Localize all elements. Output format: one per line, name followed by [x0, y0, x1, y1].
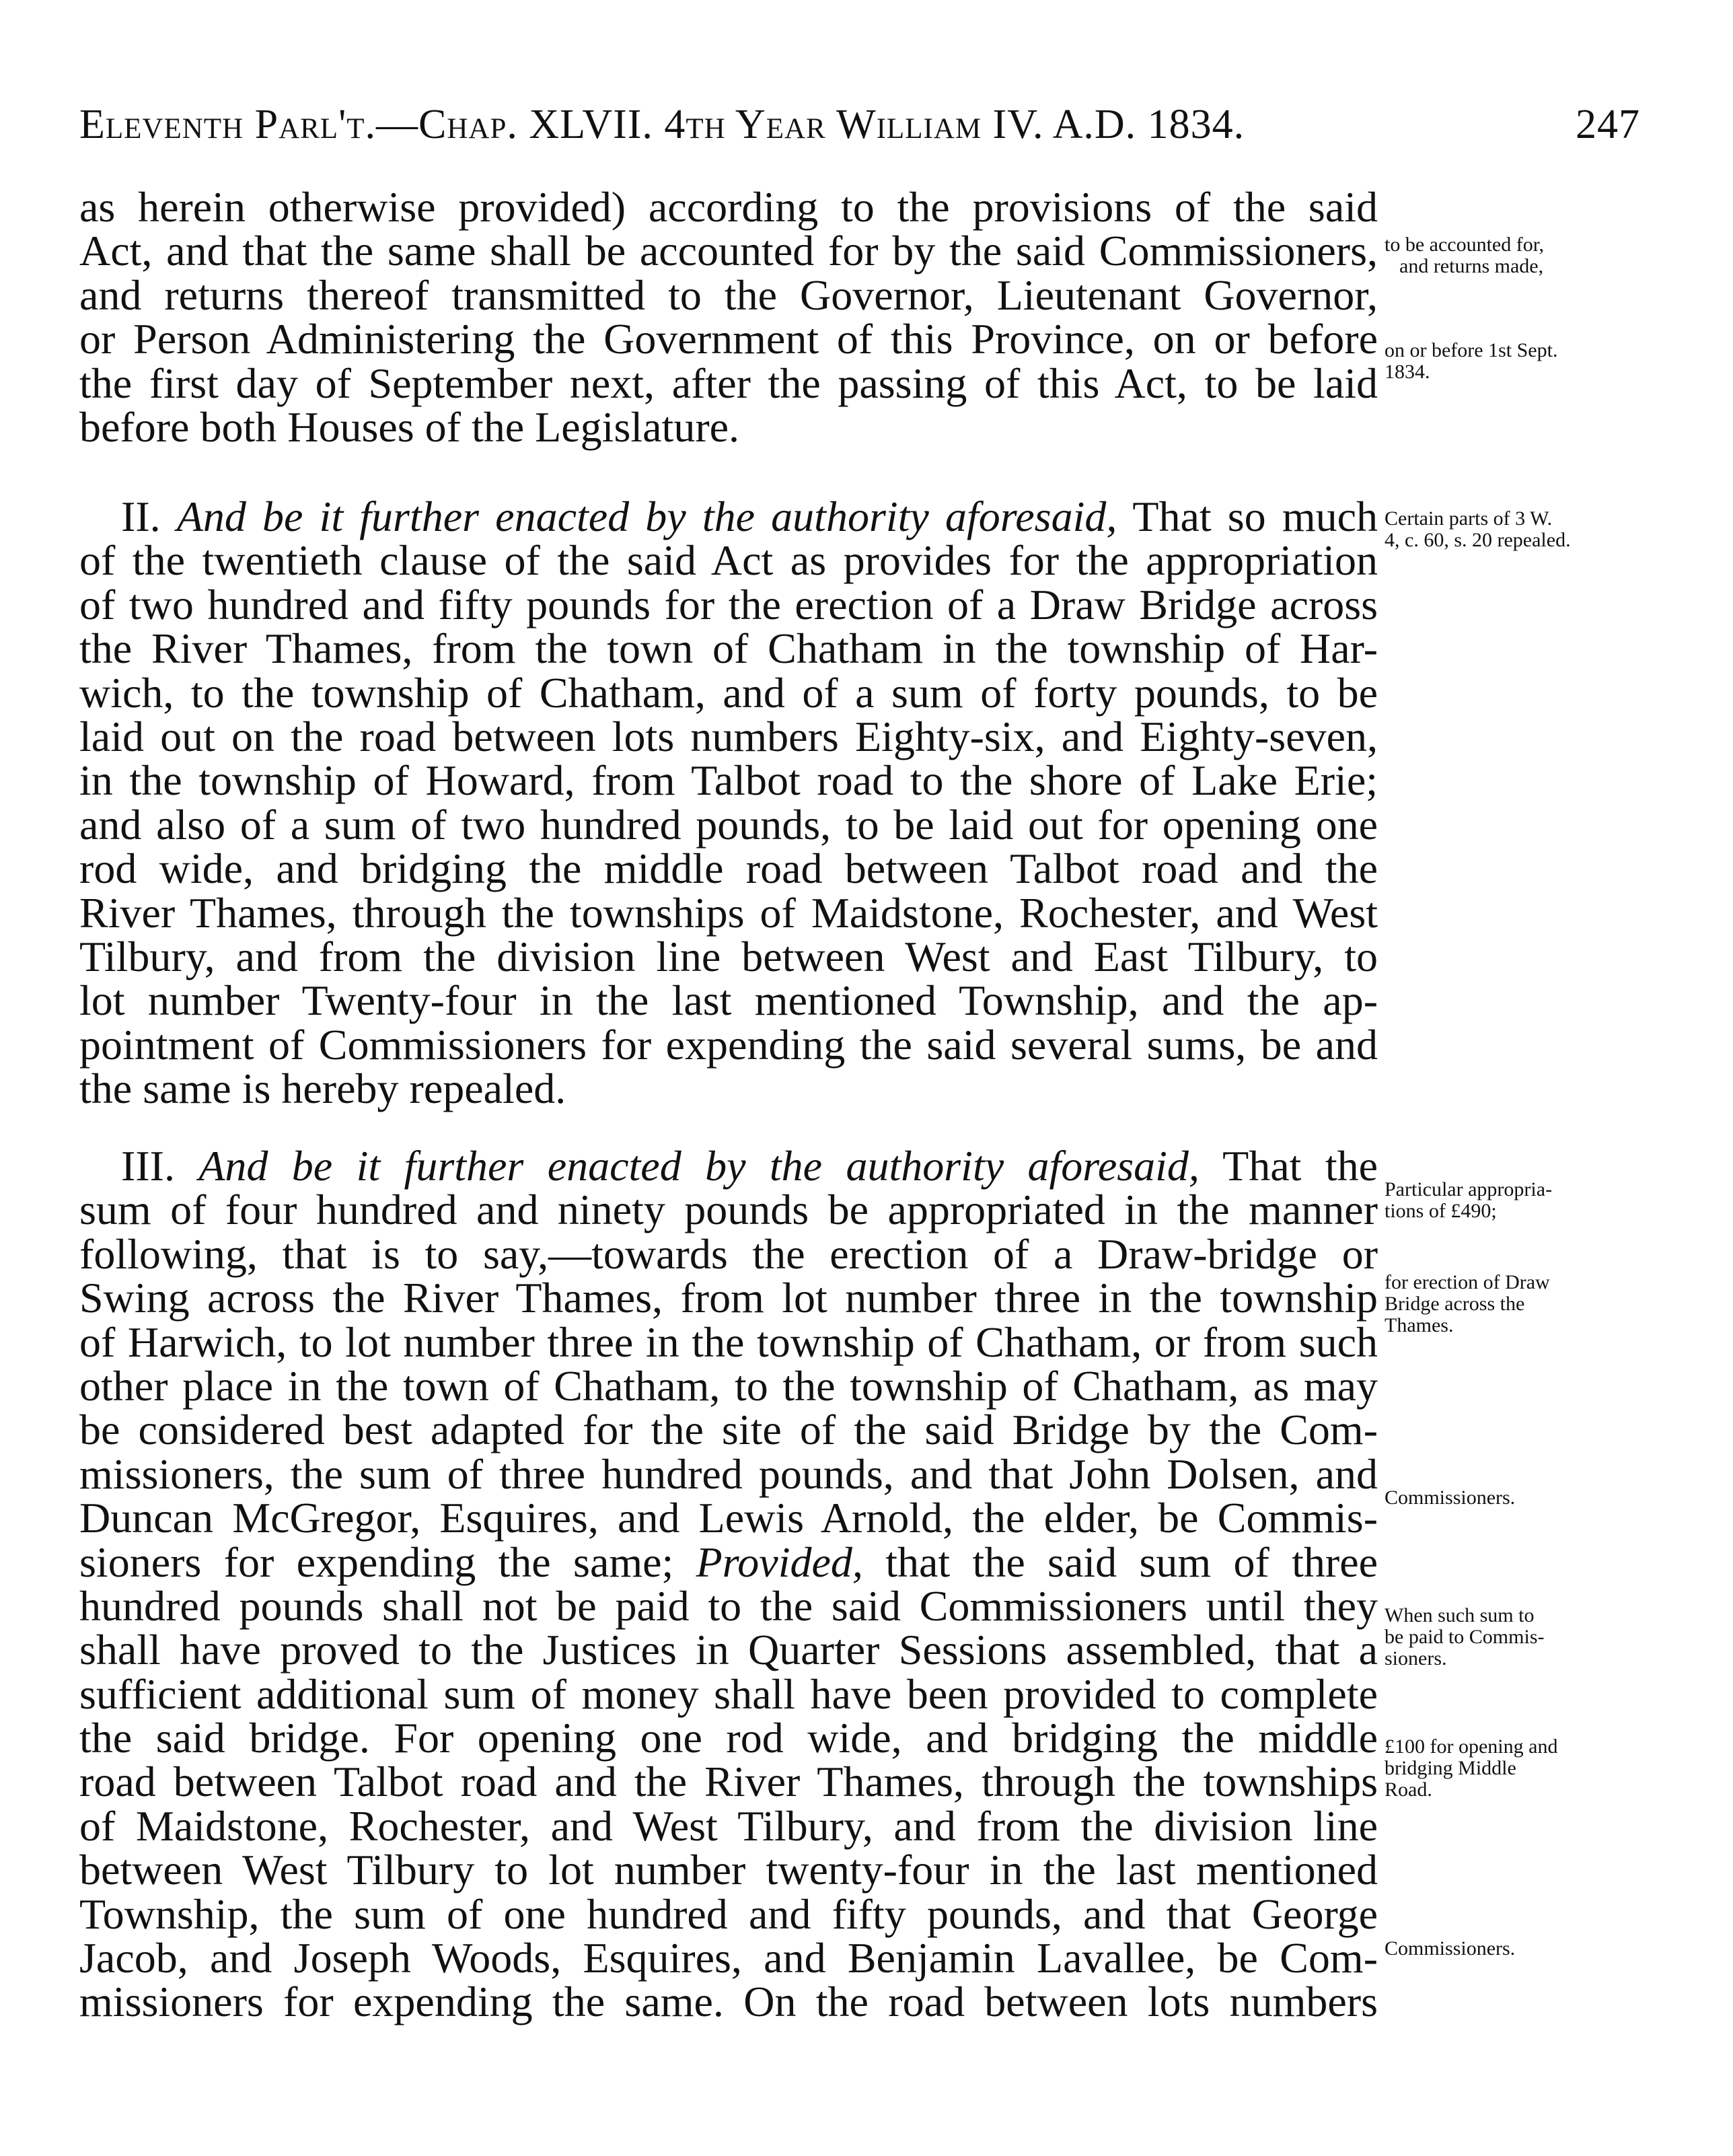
- section-iii-first-line: [79, 1144, 1378, 1188]
- provided-line: [79, 1540, 1378, 1584]
- text-line: River Thames, through the townships of Maidstone, Rochester, and West: [79, 888, 1378, 937]
- text-line: Jacob, and Joseph Woods, Esquires, and Benjamin Lavallee, be Com-: [79, 1934, 1378, 1982]
- text-line: the same is hereby repealed.: [79, 1065, 566, 1113]
- section-ii-first-line: [79, 495, 1378, 538]
- text-line: the River Thames, from the town of Chatham in the township of Har-: [79, 624, 1378, 673]
- margin-note-line: Certain parts of 3 W.: [1385, 507, 1553, 530]
- section-iii: [79, 1144, 1378, 2024]
- margin-note-middle-road: [1385, 1736, 1640, 1801]
- header-title: Eleventh Parl't.—Chap. XLVII. 4th Year William IV. A.D. 1834.: [79, 102, 1245, 147]
- margin-note-line: 1834.: [1385, 361, 1430, 383]
- text-line: pointment of Commissioners for expending the said several sums, be and: [79, 1020, 1378, 1069]
- text-line: the said bridge. For opening one rod wide, and bridging the middle: [79, 1714, 1378, 1762]
- text-line: rod wide, and bridging the middle road between Talbot road and the: [79, 845, 1378, 893]
- text-line: shall have proved to the Justices in Quarter Sessions assembled, that a: [79, 1626, 1378, 1674]
- margin-note-line: tions of £490;: [1385, 1200, 1497, 1222]
- text-line: before both Houses of the Legislature.: [79, 402, 740, 451]
- margin-note-line: Particular appropria-: [1385, 1178, 1553, 1200]
- margin-note-when-paid: [1385, 1605, 1640, 1669]
- text-line: Tilbury, and from the division line between West and East Tilbury, to: [79, 932, 1378, 980]
- enacting-clause: And be it further enacted by the authority aforesaid,: [198, 1142, 1200, 1190]
- section-numeral: II.: [121, 493, 161, 540]
- text-line: road between Talbot road and the River Thames, through the townships: [79, 1758, 1378, 1806]
- text-line: Swing across the River Thames, from lot number three in the township: [79, 1274, 1378, 1322]
- margin-note-repealed: [1385, 508, 1640, 551]
- text-line: Act, and that the same shall be accounted for by the said Commissioners,: [79, 227, 1378, 275]
- text-line: laid out on the road between lots numbers Eighty-six, and Eighty-seven,: [79, 712, 1378, 760]
- text-line: be considered best adapted for the site of the said Bridge by the Com-: [79, 1406, 1378, 1454]
- text-line: missioners for expending the same. On the road between lots numbers: [79, 1978, 1378, 2026]
- text-line: as herein otherwise provided) according to the provisions of the said: [79, 183, 1378, 231]
- margin-note-line: be paid to Commis-: [1385, 1626, 1545, 1648]
- text-fragment: That so much: [1132, 493, 1378, 540]
- text-line: other place in the town of Chatham, to the township of Chatham, as may: [79, 1361, 1378, 1410]
- text-fragment: that the said sum of three: [885, 1538, 1378, 1586]
- provided-word: Provided,: [696, 1538, 863, 1586]
- margin-note-line: £100 for opening and: [1385, 1735, 1558, 1758]
- section-numeral: III.: [121, 1142, 175, 1190]
- margin-note-line: Commissioners.: [1385, 1486, 1516, 1509]
- margin-note-line: to be accounted for,: [1385, 233, 1545, 256]
- text-line: missioners, the sum of three hundred pounds, and that John Dolsen, and: [79, 1449, 1378, 1498]
- text-line: sum of four hundred and ninety pounds be appropriated in the manner: [79, 1186, 1378, 1234]
- text-line: and returns thereof transmitted to the Governor, Lieutenant Governor,: [79, 271, 1378, 319]
- text-line: following, that is to say,—towards the erection of a Draw-bridge or: [79, 1229, 1378, 1278]
- margin-note-line: Bridge across the: [1385, 1293, 1525, 1315]
- text-line: of Harwich, to lot number three in the township of Chatham, or from such: [79, 1318, 1378, 1366]
- margin-note-line: for erection of Draw: [1385, 1271, 1550, 1293]
- margin-note-appropriations: [1385, 1179, 1640, 1222]
- paragraph-continuation: [79, 185, 1378, 449]
- text-line: Duncan McGregor, Esquires, and Lewis Arnold, the elder, be Commis-: [79, 1494, 1378, 1542]
- margin-note-line: and returns made,: [1399, 255, 1544, 277]
- margin-note-accounted: [1385, 234, 1640, 277]
- text-line: in the township of Howard, from Talbot road to the shore of Lake Erie;: [79, 756, 1378, 805]
- text-line: between West Tilbury to lot number twenty-four in the last mentioned: [79, 1846, 1378, 1894]
- margin-note-before-sept: [1385, 340, 1640, 383]
- margin-note-line: bridging Middle: [1385, 1757, 1516, 1779]
- text-line: the first day of September next, after the passing of this Act, to be laid: [79, 359, 1378, 407]
- text-fragment: sioners for expending the same;: [79, 1538, 674, 1586]
- margin-note-commissioners-1: [1385, 1487, 1640, 1509]
- running-header: [79, 101, 1640, 149]
- margin-note-line: Thames.: [1385, 1314, 1454, 1336]
- margin-note-line: sioners.: [1385, 1647, 1447, 1669]
- text-line: lot number Twenty-four in the last mentioned Township, and the ap-: [79, 976, 1378, 1025]
- margin-note-line: Commissioners.: [1385, 1937, 1516, 1960]
- text-line: wich, to the township of Chatham, and of a sum of forty pounds, to be: [79, 668, 1378, 717]
- text-line: hundred pounds shall not be paid to the said Commissioners until they: [79, 1581, 1378, 1630]
- margin-note-line: on or before 1st Sept.: [1385, 339, 1558, 361]
- margin-note-line: 4, c. 60, s. 20 repealed.: [1385, 529, 1571, 551]
- text-line: or Person Administering the Government of this Province, on or before: [79, 315, 1378, 363]
- text-fragment: That the: [1222, 1142, 1378, 1190]
- text-line: and also of a sum of two hundred pounds, to be laid out for opening one: [79, 800, 1378, 849]
- page-number: 247: [1576, 102, 1640, 147]
- margin-note-line: Road.: [1385, 1778, 1432, 1801]
- enacting-clause: And be it further enacted by the authority aforesaid,: [176, 493, 1117, 540]
- margin-note-commissioners-2: [1385, 1938, 1640, 1960]
- text-line: of two hundred and fifty pounds for the erection of a Draw Bridge across: [79, 580, 1378, 628]
- text-line: Township, the sum of one hundred and fifty pounds, and that George: [79, 1890, 1378, 1938]
- text-line: of the twentieth clause of the said Act as provides for the appropriation: [79, 536, 1378, 585]
- section-ii: [79, 493, 1378, 1113]
- text-line: of Maidstone, Rochester, and West Tilbury, and from the division line: [79, 1801, 1378, 1850]
- text-line: sufficient additional sum of money shall have been provided to complete: [79, 1669, 1378, 1718]
- margin-note-line: When such sum to: [1385, 1604, 1535, 1626]
- margin-note-draw-bridge: [1385, 1272, 1640, 1336]
